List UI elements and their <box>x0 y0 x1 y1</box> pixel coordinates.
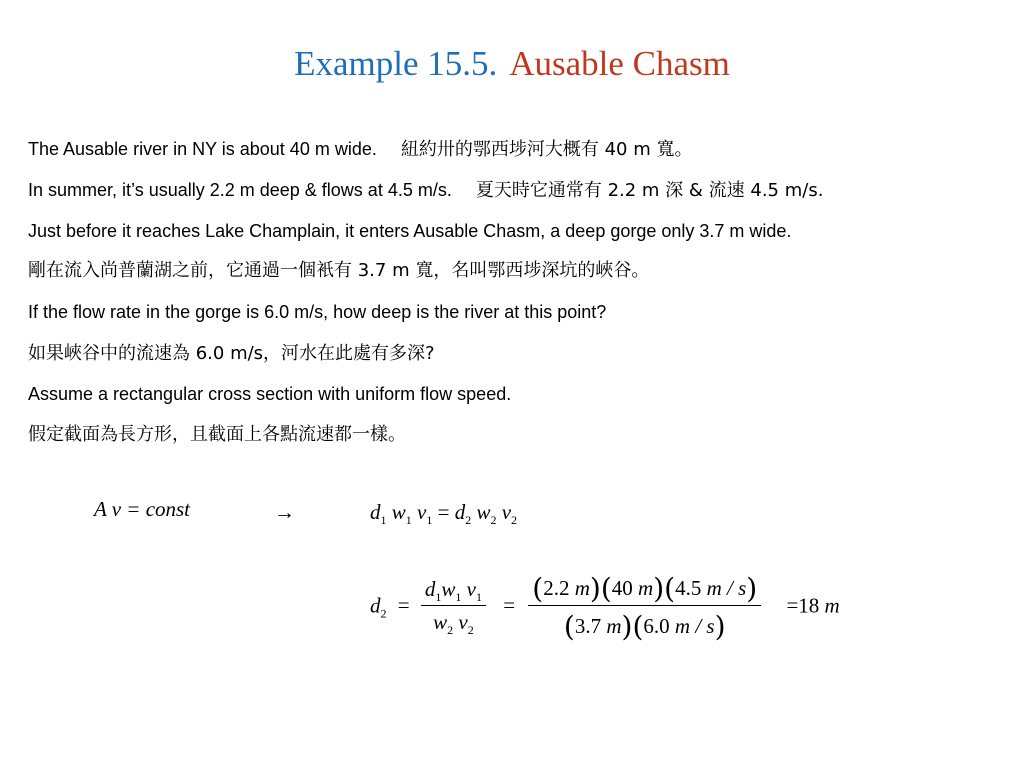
text-line-2 <box>28 179 823 202</box>
line-2-english: In summer, it’s usually 2.2 m deep & flows at 4.5 m/s. <box>28 180 452 200</box>
implies-arrow: → <box>274 500 295 524</box>
text-line-7: Assume a rectangular cross section with uniform flow speed. <box>28 384 512 404</box>
line-1-english: The Ausable river in NY is about 40 m wide. <box>28 139 377 159</box>
text-line-8: 假定截面為長方形，且截面上各點流速都一樣。 <box>28 424 406 445</box>
example-topic: Ausable Chasm <box>509 44 730 83</box>
text-line-6: 如果峽谷中的流速為 6.0 m/s，河水在此處有多深? <box>28 343 435 364</box>
text-line-5: If the flow rate in the gorge is 6.0 m/s, how deep is the river at this point? <box>28 302 607 322</box>
line-1-chinese: 紐約卅的鄂西埗河大概有 40 m 寬。 <box>400 139 693 160</box>
solution-equation: $d_2$ = $\frac{d_1w_1 v_1}{w_2 v_2}$ = $\frac{(2.2 m)(40 m)(4.5 m / s)}{(3.7 m)(6.0 m / s)}$ =18 m <box>370 572 840 643</box>
text-line-1 <box>28 138 692 161</box>
continuity-equation: A v = const <box>94 497 191 521</box>
example-number: Example 15.5. <box>294 44 498 83</box>
flow-equation: $d_1$ $w_1$ $v_1 = d_2$ $w_2$ $v_2$ <box>370 500 518 527</box>
result-value: 18 <box>798 593 820 618</box>
text-line-4: 剛在流入尚普蘭湖之前，它通過一個衹有 3.7 m 寬，名叫鄂西埗深坑的峽谷。 <box>28 260 650 281</box>
result-unit: m <box>824 593 840 618</box>
text-line-3: Just before it reaches Lake Champlain, it enters Ausable Chasm, a deep gorge only 3.7 m wide. <box>28 221 792 241</box>
symbolic-fraction: $\frac{d_1w_1 v_1}{w_2 v_2}$ <box>421 577 486 638</box>
slide-title <box>0 44 1024 84</box>
line-2-chinese: 夏天時它通常有 2.2 m 深 & 流速 4.5 m/s. <box>475 180 824 201</box>
numeric-fraction: $\frac{(2.2 m)(40 m)(4.5 m / s)}{(3.7 m)(6.0 m / s)}$ <box>528 572 761 643</box>
